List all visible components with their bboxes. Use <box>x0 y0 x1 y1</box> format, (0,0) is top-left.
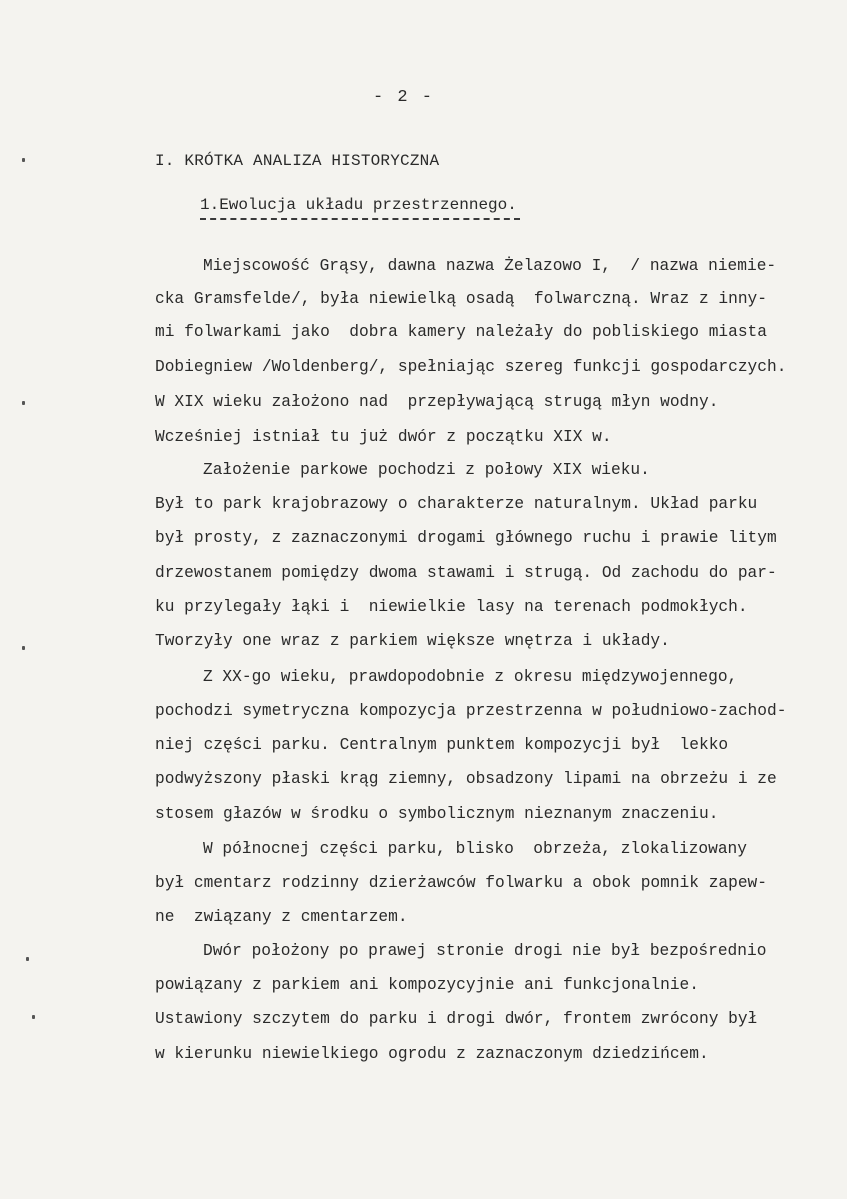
text-line: powiązany z parkiem ani kompozycyjnie ani funkcjonalnie. <box>155 976 699 994</box>
text-line: Dobiegniew /Woldenberg/, spełniając szereg funkcji gospodarczych. <box>155 358 787 376</box>
text-line: Z XX-go wieku, prawdopodobnie z okresu międzywojennego, <box>203 668 738 686</box>
margin-mark <box>26 957 29 961</box>
text-line: był cmentarz rodzinny dzierżawców folwarku a obok pomnik zapew- <box>155 874 767 892</box>
margin-mark <box>22 401 25 405</box>
text-line: ne związany z cmentarzem. <box>155 908 408 926</box>
text-line: był prosty, z zaznaczonymi drogami głównego ruchu i prawie litym <box>155 529 777 547</box>
text-line: mi folwarkami jako dobra kamery należały do pobliskiego miasta <box>155 323 767 341</box>
text-line: Dwór położony po prawej stronie drogi nie był bezpośrednio <box>203 942 767 960</box>
text-line: pochodzi symetryczna kompozycja przestrzenna w południowo-zachod- <box>155 702 787 720</box>
page-number: - 2 - <box>373 88 435 107</box>
text-line: podwyższony płaski krąg ziemny, obsadzony lipami na obrzeżu i ze <box>155 770 777 788</box>
subsection-heading: 1.Ewolucja układu przestrzennego. <box>200 196 517 214</box>
text-line: Ustawiony szczytem do parku i drogi dwór, frontem zwrócony był <box>155 1010 758 1028</box>
text-line: W XIX wieku założono nad przepływającą strugą młyn wodny. <box>155 393 719 411</box>
section-heading: I. KRÓTKA ANALIZA HISTORYCZNA <box>155 152 440 170</box>
text-line: w kierunku niewielkiego ogrodu z zaznaczonym dziedzińcem. <box>155 1045 709 1063</box>
text-line: stosem głazów w środku o symbolicznym nieznanym znaczeniu. <box>155 805 719 823</box>
margin-mark <box>32 1015 35 1019</box>
subheading-underline <box>200 218 520 220</box>
text-line: Miejscowość Grąsy, dawna nazwa Żelazowo I, / nazwa niemie- <box>203 257 777 275</box>
text-line: W północnej części parku, blisko obrzeża, zlokalizowany <box>203 840 747 858</box>
text-line: Wcześniej istniał tu już dwór z początku XIX w. <box>155 428 612 446</box>
text-line: niej części parku. Centralnym punktem kompozycji był lekko <box>155 736 729 754</box>
text-line: cka Gramsfelde/, była niewielką osadą folwarczną. Wraz z inny- <box>155 290 767 308</box>
margin-mark <box>22 646 25 650</box>
text-line: Tworzyły one wraz z parkiem większe wnętrza i układy. <box>155 632 670 650</box>
text-line: drzewostanem pomiędzy dwoma stawami i strugą. Od zachodu do par- <box>155 564 777 582</box>
text-line: Założenie parkowe pochodzi z połowy XIX wieku. <box>203 461 650 479</box>
text-line: ku przylegały łąki i niewielkie lasy na terenach podmokłych. <box>155 598 748 616</box>
margin-mark <box>22 158 25 162</box>
text-line: Był to park krajobrazowy o charakterze naturalnym. Układ parku <box>155 495 758 513</box>
